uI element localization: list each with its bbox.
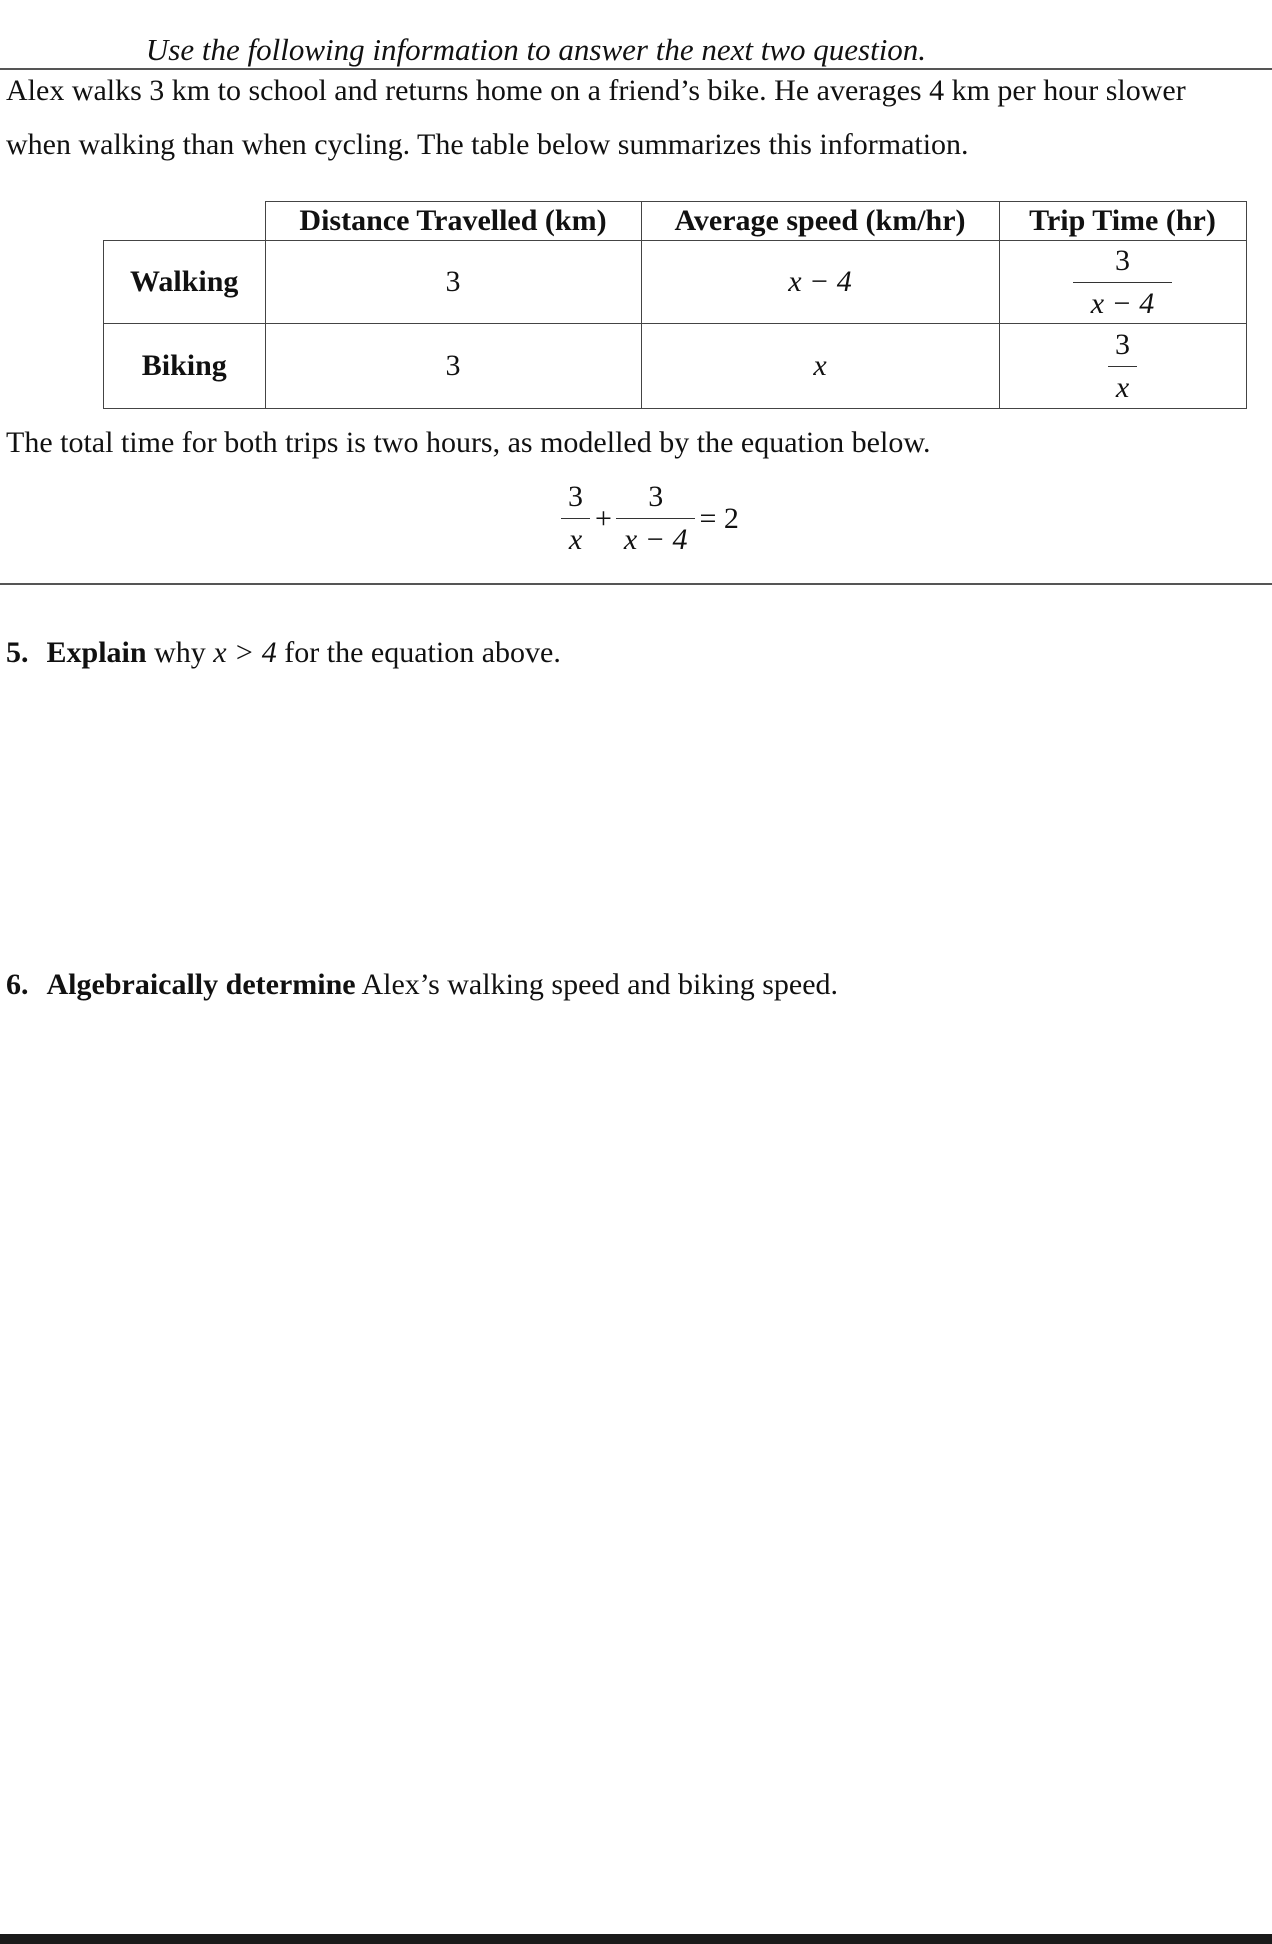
equation-fraction-1 bbox=[560, 480, 591, 557]
intro-line-2: when walking than when cycling. The table below summarizes this information. bbox=[6, 128, 969, 161]
question-5-math: x > 4 bbox=[213, 636, 277, 669]
header-distance: Distance Travelled (km) bbox=[265, 202, 641, 241]
row-label-walking: Walking bbox=[104, 241, 266, 324]
intro-line-1: Alex walks 3 km to school and returns home on a friend’s bike. He averages 4 km per hour slower bbox=[6, 74, 1186, 107]
biking-speed: x bbox=[641, 324, 999, 409]
walking-distance: 3 bbox=[265, 241, 641, 324]
info-table bbox=[103, 201, 1247, 409]
equation-intro: The total time for both trips is two hours, as modelled by the equation below. bbox=[6, 426, 931, 459]
fraction-1-denominator: x bbox=[561, 518, 590, 557]
table-row bbox=[104, 324, 1247, 409]
walking-time-fraction bbox=[1073, 244, 1173, 321]
row-label-biking: Biking bbox=[104, 324, 266, 409]
info-header: Use the following information to answer the next two question. bbox=[145, 32, 927, 67]
walking-speed: x − 4 bbox=[641, 241, 999, 324]
question-5 bbox=[6, 636, 561, 670]
question-6 bbox=[6, 968, 838, 1002]
biking-distance: 3 bbox=[265, 324, 641, 409]
biking-time-denominator: x bbox=[1108, 366, 1137, 405]
equation bbox=[560, 480, 743, 557]
question-6-number: 6. bbox=[6, 968, 29, 1001]
empty-corner bbox=[104, 202, 266, 241]
question-6-keyword: Algebraically determine bbox=[46, 968, 356, 1001]
walking-time-denominator: x − 4 bbox=[1073, 282, 1173, 321]
biking-time bbox=[999, 324, 1246, 409]
question-5-keyword: Explain bbox=[46, 636, 147, 669]
header-speed: Average speed (km/hr) bbox=[641, 202, 999, 241]
question-5-text: for the equation above. bbox=[276, 636, 561, 669]
equals-two: = 2 bbox=[699, 501, 739, 535]
biking-time-numerator: 3 bbox=[1115, 327, 1130, 361]
equation-fraction-2 bbox=[616, 480, 696, 557]
bottom-bar bbox=[0, 1934, 1272, 1944]
header-time: Trip Time (hr) bbox=[999, 202, 1246, 241]
section-divider bbox=[0, 583, 1272, 585]
walking-time bbox=[999, 241, 1246, 324]
question-6-text: Alex’s walking speed and biking speed. bbox=[355, 968, 839, 1001]
question-5-pre: why bbox=[146, 636, 214, 669]
table-row bbox=[104, 241, 1247, 324]
biking-time-fraction bbox=[1107, 328, 1138, 405]
fraction-2-numerator: 3 bbox=[648, 480, 664, 513]
fraction-2-denominator: x − 4 bbox=[616, 518, 696, 557]
fraction-1-numerator: 3 bbox=[568, 480, 583, 513]
plus-sign: + bbox=[595, 501, 612, 535]
question-5-number: 5. bbox=[6, 636, 29, 669]
walking-time-numerator: 3 bbox=[1115, 243, 1130, 277]
top-divider bbox=[0, 68, 1272, 70]
